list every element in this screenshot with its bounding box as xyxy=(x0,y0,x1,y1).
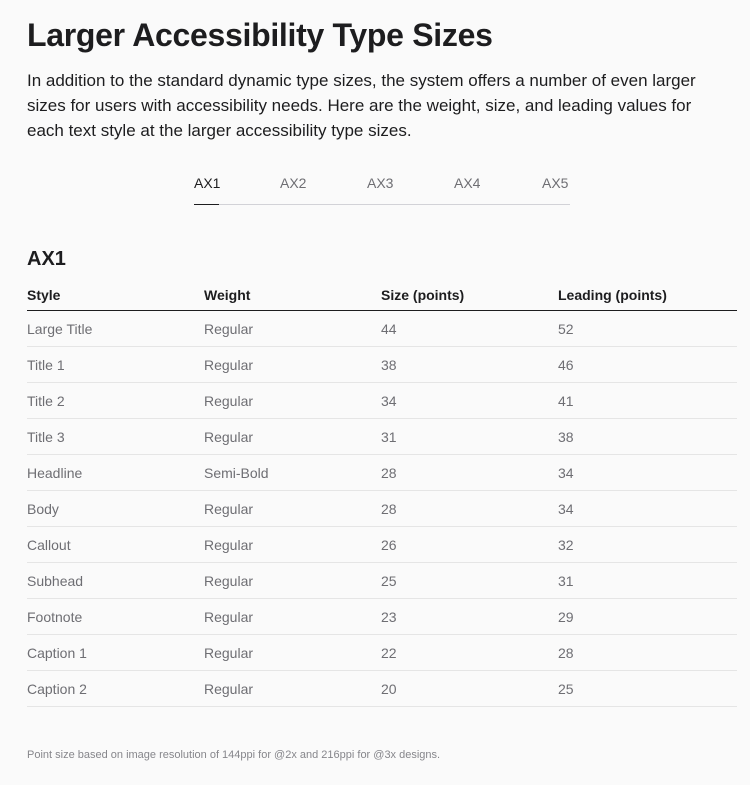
cell-weight: Regular xyxy=(204,311,381,347)
cell-style: Body xyxy=(27,491,204,527)
intro-paragraph: In addition to the standard dynamic type sizes, the system offers a number of even larger sizes for users with accessibility needs. Here are the weight, size, and leading values for each text style at the larger accessibility type sizes. xyxy=(27,71,696,140)
cell-size: 20 xyxy=(381,671,558,707)
cell-weight: Regular xyxy=(204,599,381,635)
type-size-table xyxy=(27,280,737,707)
section-title: AX1 xyxy=(27,248,66,270)
cell-weight: Regular xyxy=(204,383,381,419)
cell-weight: Regular xyxy=(204,527,381,563)
cell-leading: 34 xyxy=(558,491,737,527)
tab-ax5[interactable]: AX5 xyxy=(542,175,569,191)
cell-weight: Regular xyxy=(204,635,381,671)
cell-size: 26 xyxy=(381,527,558,563)
cell-leading: 38 xyxy=(558,419,737,455)
cell-weight: Regular xyxy=(204,671,381,707)
cell-style: Footnote xyxy=(27,599,204,635)
table-row xyxy=(27,671,737,707)
cell-weight: Regular xyxy=(204,491,381,527)
cell-style: Large Title xyxy=(27,311,204,347)
cell-leading: 46 xyxy=(558,347,737,383)
cell-size: 22 xyxy=(381,635,558,671)
cell-size: 28 xyxy=(381,491,558,527)
column-header-weight: Weight xyxy=(204,280,381,311)
table-row xyxy=(27,491,737,527)
cell-size: 44 xyxy=(381,311,558,347)
size-tabs xyxy=(194,172,570,205)
column-header-leading: Leading (points) xyxy=(558,280,737,311)
table-row xyxy=(27,383,737,419)
cell-size: 25 xyxy=(381,563,558,599)
cell-style: Title 2 xyxy=(27,383,204,419)
cell-leading: 31 xyxy=(558,563,737,599)
resolution-footnote: Point size based on image resolution of 144ppi for @2x and 216ppi for @3x designs. xyxy=(27,749,441,761)
table-row xyxy=(27,635,737,671)
column-header-size: Size (points) xyxy=(381,280,558,311)
cell-size: 34 xyxy=(381,383,558,419)
table-header-row xyxy=(27,280,737,311)
table-row xyxy=(27,563,737,599)
tab-ax4[interactable]: AX4 xyxy=(454,175,481,191)
cell-style: Title 1 xyxy=(27,347,204,383)
cell-size: 23 xyxy=(381,599,558,635)
table-row xyxy=(27,599,737,635)
cell-leading: 32 xyxy=(558,527,737,563)
cell-style: Headline xyxy=(27,455,204,491)
cell-style: Caption 1 xyxy=(27,635,204,671)
cell-weight: Regular xyxy=(204,563,381,599)
cell-weight: Regular xyxy=(204,347,381,383)
table-row xyxy=(27,347,737,383)
cell-size: 31 xyxy=(381,419,558,455)
tab-ax3[interactable]: AX3 xyxy=(367,175,394,191)
table-row xyxy=(27,455,737,491)
table-row xyxy=(27,311,737,347)
cell-size: 38 xyxy=(381,347,558,383)
cell-leading: 41 xyxy=(558,383,737,419)
cell-leading: 29 xyxy=(558,599,737,635)
cell-leading: 52 xyxy=(558,311,737,347)
page-title: Larger Accessibility Type Sizes xyxy=(27,17,493,53)
tab-ax1[interactable]: AX1 xyxy=(194,175,221,191)
tab-ax2[interactable]: AX2 xyxy=(280,175,307,191)
cell-leading: 28 xyxy=(558,635,737,671)
cell-style: Caption 2 xyxy=(27,671,204,707)
cell-leading: 34 xyxy=(558,455,737,491)
cell-size: 28 xyxy=(381,455,558,491)
cell-weight: Semi-Bold xyxy=(204,455,381,491)
cell-weight: Regular xyxy=(204,419,381,455)
cell-leading: 25 xyxy=(558,671,737,707)
table-row xyxy=(27,419,737,455)
cell-style: Callout xyxy=(27,527,204,563)
active-tab-indicator xyxy=(194,204,219,205)
column-header-style: Style xyxy=(27,280,204,311)
table-row xyxy=(27,527,737,563)
cell-style: Title 3 xyxy=(27,419,204,455)
cell-style: Subhead xyxy=(27,563,204,599)
